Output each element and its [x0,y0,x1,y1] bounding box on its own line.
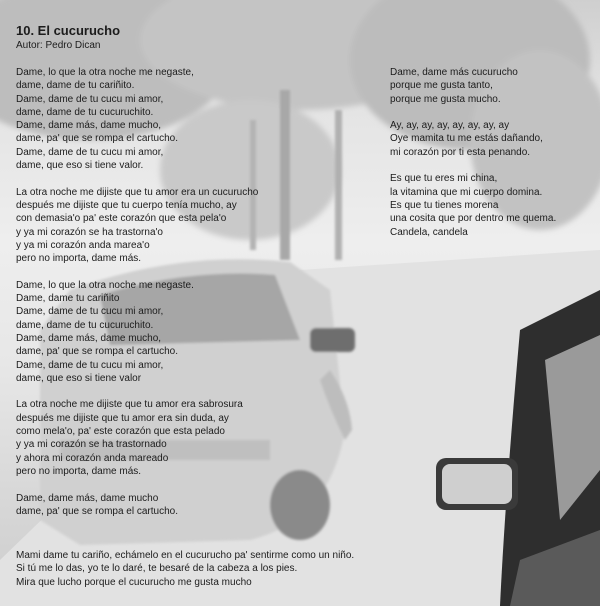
lyric-line: Dame, dame más cucurucho [390,67,518,78]
lyric-line: Dame, lo que la otra noche me negaste, [16,67,194,78]
lyric-line: Es que tu tienes morena [390,199,499,211]
lyric-line: dame, que eso si tiene valor [16,372,142,384]
closing-lines [16,549,354,589]
lyric-line: Dame, dame de tu cucu mi amor, [16,359,164,371]
lyric-line: Dame, dame más, dame mucho, [16,332,162,344]
lyric-line: dame, dame de tu cucuruchito. [16,319,154,331]
lyrics-stanza [390,172,556,238]
song-title: 10. El cucurucho [16,23,121,38]
lyric-line: dame, pa' que se rompa el cartucho. [16,346,179,358]
lyric-line: dame, dame de tu cariñito. [16,80,135,92]
lyric-line: Mami dame tu cariño, echámelo en el cucurucho pa' sentirme como un niño. [16,550,355,561]
lyric-line: Dame, dame más, dame mucho, [16,120,162,132]
lyric-line: y ya mi corazón se ha trastorna'o [16,226,163,238]
lyric-line: Dame, dame de tu cucu mi amor, [16,146,164,158]
lyric-line: porque me gusta tanto, [390,80,493,92]
lyric-line: después me dijiste que tu cuerpo tenía mucho, ay [16,199,237,211]
lyrics-stanza [390,119,556,159]
lyric-line: Ay, ay, ay, ay, ay, ay, ay, ay [390,120,510,132]
lyric-line: dame, pa' que se rompa el cartucho. [16,133,179,145]
lyric-line: Dame, dame de tu cucu mi amor, [16,306,164,318]
lyric-line: y ya mi corazón anda marea'o [16,239,150,251]
lyric-line: Candela, candela [390,226,468,238]
lyrics-right-column [390,66,556,252]
lyric-line: como mela'o, pa' este corazón que esta pelado [16,426,225,438]
lyric-line: pero no importa, dame más. [16,253,142,265]
lyric-line: Dame, dame más, dame mucho [16,492,159,504]
lyrics-stanza [16,186,258,266]
lyric-line: después me dijiste que tu amor era sin duda, ay [16,412,229,424]
lyric-line: Oye mamita tu me estás dañando, [390,133,543,145]
lyric-line: La otra noche me dijiste que tu amor era un cucurucho [16,186,259,198]
song-author: Autor: Pedro Dican [16,40,101,51]
lyric-line: y ya mi corazón se ha trastornado [16,439,167,451]
lyric-line: pero no importa, dame más. [16,465,142,477]
lyric-line: Dame, lo que la otra noche me negaste. [16,279,194,291]
lyric-line: Si tú me lo das, yo te lo daré, te besaré de la cabeza a los pies. [16,563,298,575]
lyric-line: la vitamina que mi cuerpo domina. [390,186,543,198]
lyric-line: La otra noche me dijiste que tu amor era sabrosura [16,399,243,411]
lyrics-stanza [390,66,556,106]
lyric-line: dame, que eso si tiene valor. [16,160,144,172]
lyric-line: dame, pa' que se rompa el cartucho. [16,505,179,517]
lyrics-stanza [16,398,258,478]
lyrics-stanza [16,66,258,172]
lyric-line: mi corazón por ti esta penando. [390,146,531,158]
lyric-line: porque me gusta mucho. [390,93,501,105]
lyric-line: y ahora mi corazón anda mareado [16,452,169,464]
lyrics-stanza [16,279,258,385]
lyric-line: una cosita que por dentro me quema. [390,213,557,225]
lyric-line: con demasia'o pa' este corazón que esta pela'o [16,213,227,225]
lyrics-stanza [16,492,258,519]
lyric-line: Es que tu eres mi china, [390,173,498,185]
lyric-line: Mira que lucho porque el cucurucho me gusta mucho [16,576,252,588]
lyric-line: dame, dame de tu cucuruchito. [16,106,154,118]
lyrics-left-column [16,66,258,531]
lyric-line: Dame, dame tu cariñito [16,293,120,305]
lyric-line: Dame, dame de tu cucu mi amor, [16,93,164,105]
